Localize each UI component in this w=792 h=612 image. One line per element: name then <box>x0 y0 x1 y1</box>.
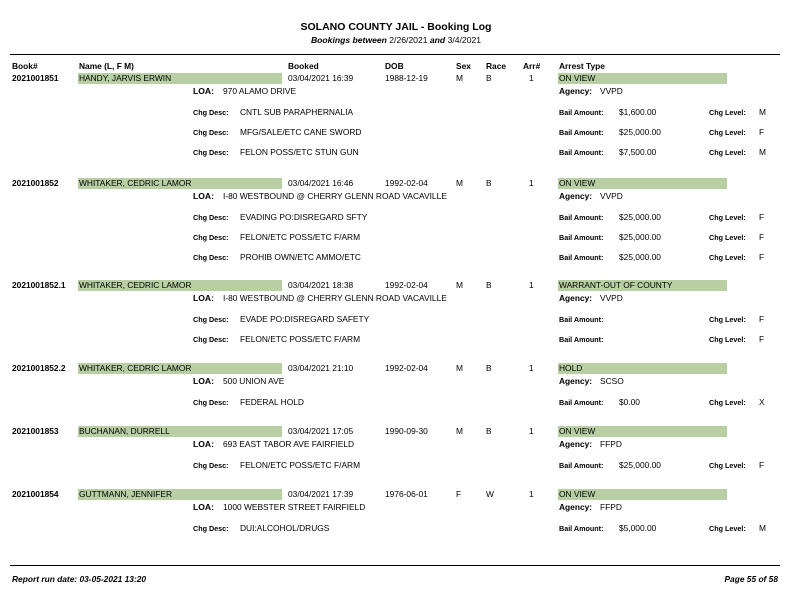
loa-label: LOA: <box>193 86 215 96</box>
agency-label: Agency: <box>559 502 593 512</box>
booked-datetime: 03/04/2021 16:39 <box>288 73 354 83</box>
chg-desc-label: Chg Desc: <box>193 524 229 533</box>
chg-desc-label: Chg Desc: <box>193 213 229 222</box>
charge-description: FEDERAL HOLD <box>240 397 304 407</box>
sex: F <box>456 489 462 499</box>
agency-value: FFPD <box>600 502 622 512</box>
loa-value: 970 ALAMO DRIVE <box>223 86 297 96</box>
chg-level-label: Chg Level: <box>709 524 746 533</box>
dob: 1988-12-19 <box>385 73 428 83</box>
charge-level: X <box>759 397 765 407</box>
loa-value: 500 UNION AVE <box>223 376 285 386</box>
date-from: 2/26/2021 <box>389 35 428 45</box>
arrest-number: 1 <box>529 363 534 373</box>
col-header-arr: Arr# <box>523 61 541 71</box>
charge-description: EVADING PO:DISREGARD SFTY <box>240 212 368 222</box>
loa-value: 1000 WEBSTER STREET FAIRFIELD <box>223 502 366 512</box>
race: B <box>486 363 492 373</box>
report-title: SOLANO COUNTY JAIL - Booking Log <box>300 21 492 33</box>
chg-level-label: Chg Level: <box>709 233 746 242</box>
arrest-number: 1 <box>529 489 534 499</box>
charge-description: EVADE PO:DISREGARD SAFETY <box>240 314 370 324</box>
loa-label: LOA: <box>193 376 215 386</box>
bail-amount-label: Bail Amount: <box>559 213 604 222</box>
book-number: 2021001854 <box>12 489 59 499</box>
chg-level-label: Chg Level: <box>709 148 746 157</box>
subtitle-and: and <box>429 35 446 45</box>
arrest-number: 1 <box>529 178 534 188</box>
sex: M <box>456 73 463 83</box>
sex: M <box>456 363 463 373</box>
charge-description: FELON POSS/ETC STUN GUN <box>240 147 359 157</box>
bail-amount: $1,600.00 <box>619 107 657 117</box>
bail-amount-label: Bail Amount: <box>559 398 604 407</box>
date-to: 3/4/2021 <box>447 35 482 45</box>
loa-label: LOA: <box>193 191 215 201</box>
charge-description: PROHIB OWN/ETC AMMO/ETC <box>240 252 361 262</box>
bail-amount: $25,000.00 <box>619 252 661 262</box>
chg-desc-label: Chg Desc: <box>193 315 229 324</box>
booked-datetime: 03/04/2021 17:05 <box>288 426 354 436</box>
header-rule <box>10 54 780 55</box>
col-header-book: Book# <box>12 61 38 71</box>
race: B <box>486 178 492 188</box>
agency-label: Agency: <box>559 376 593 386</box>
charge-level: F <box>759 314 765 324</box>
bail-amount: $25,000.00 <box>619 212 661 222</box>
chg-level-label: Chg Level: <box>709 315 746 324</box>
charge-level: F <box>759 212 765 222</box>
chg-level-label: Chg Level: <box>709 128 746 137</box>
charge-description: FELON/ETC POSS/ETC F/ARM <box>240 460 361 470</box>
chg-desc-label: Chg Desc: <box>193 253 229 262</box>
agency-label: Agency: <box>559 191 593 201</box>
inmate-name: WHITAKER, CEDRIC LAMOR <box>78 178 282 189</box>
book-number: 2021001853 <box>12 426 59 436</box>
col-header-arrest-type: Arrest Type <box>559 61 605 71</box>
sex: M <box>456 426 463 436</box>
bail-amount-label: Bail Amount: <box>559 335 604 344</box>
book-number: 2021001851 <box>12 73 59 83</box>
dob: 1992-02-04 <box>385 178 428 188</box>
arrest-type: ON VIEW <box>558 426 727 437</box>
bail-amount-label: Bail Amount: <box>559 461 604 470</box>
arrest-type: WARRANT-OUT OF COUNTY <box>558 280 727 291</box>
book-number: 2021001852 <box>12 178 59 188</box>
arrest-type: ON VIEW <box>558 73 727 84</box>
chg-desc-label: Chg Desc: <box>193 128 229 137</box>
subtitle-prefix: Bookings between <box>310 35 387 45</box>
charge-level: F <box>759 252 765 262</box>
charge-description: FELON/ETC POSS/ETC F/ARM <box>240 334 361 344</box>
dob: 1976-06-01 <box>385 489 428 499</box>
charge-description: DUI:ALCOHOL/DRUGS <box>240 523 330 533</box>
col-header-dob: DOB <box>385 61 404 71</box>
col-header-race: Race <box>486 61 507 71</box>
booked-datetime: 03/04/2021 18:38 <box>288 280 354 290</box>
arrest-number: 1 <box>529 426 534 436</box>
loa-value: 693 EAST TABOR AVE FAIRFIELD <box>223 439 355 449</box>
bail-amount: $25,000.00 <box>619 127 661 137</box>
chg-desc-label: Chg Desc: <box>193 148 229 157</box>
chg-desc-label: Chg Desc: <box>193 335 229 344</box>
arrest-number: 1 <box>529 73 534 83</box>
booked-datetime: 03/04/2021 16:46 <box>288 178 354 188</box>
charge-description: CNTL SUB PARAPHERNALIA <box>240 107 354 117</box>
inmate-name: GUTTMANN, JENNIFER <box>78 489 282 500</box>
sex: M <box>456 178 463 188</box>
loa-label: LOA: <box>193 293 215 303</box>
charge-level: M <box>759 523 766 533</box>
col-header-sex: Sex <box>456 61 471 71</box>
chg-level-label: Chg Level: <box>709 253 746 262</box>
dob: 1992-02-04 <box>385 280 428 290</box>
loa-value: I-80 WESTBOUND @ CHERRY GLENN ROAD VACAVILLE <box>223 191 447 201</box>
inmate-name: WHITAKER, CEDRIC LAMOR <box>78 280 282 291</box>
dob: 1990-09-30 <box>385 426 428 436</box>
inmate-name: WHITAKER, CEDRIC LAMOR <box>78 363 282 374</box>
bail-amount: $25,000.00 <box>619 460 661 470</box>
bail-amount-label: Bail Amount: <box>559 233 604 242</box>
race: B <box>486 426 492 436</box>
chg-level-label: Chg Level: <box>709 213 746 222</box>
sex: M <box>456 280 463 290</box>
book-number: 2021001852.1 <box>12 280 66 290</box>
bail-amount-label: Bail Amount: <box>559 148 604 157</box>
charge-description: FELON/ETC POSS/ETC F/ARM <box>240 232 361 242</box>
charge-level: M <box>759 107 766 117</box>
charge-description: MFG/SALE/ETC CANE SWORD <box>240 127 362 137</box>
agency-value: SCSO <box>600 376 624 386</box>
charge-level: F <box>759 127 765 137</box>
agency-value: VVPD <box>600 293 623 303</box>
col-header-name: Name (L, F M) <box>79 61 134 71</box>
chg-level-label: Chg Level: <box>709 335 746 344</box>
bail-amount-label: Bail Amount: <box>559 253 604 262</box>
bail-amount-label: Bail Amount: <box>559 108 604 117</box>
chg-level-label: Chg Level: <box>709 108 746 117</box>
inmate-name: HANDY, JARVIS ERWIN <box>78 73 282 84</box>
bail-amount: $7,500.00 <box>619 147 657 157</box>
race: W <box>486 489 494 499</box>
chg-desc-label: Chg Desc: <box>193 108 229 117</box>
bail-amount-label: Bail Amount: <box>559 524 604 533</box>
chg-level-label: Chg Level: <box>709 461 746 470</box>
arrest-number: 1 <box>529 280 534 290</box>
bail-amount-label: Bail Amount: <box>559 315 604 324</box>
loa-value: I-80 WESTBOUND @ CHERRY GLENN ROAD VACAVILLE <box>223 293 447 303</box>
charge-level: F <box>759 334 765 344</box>
charge-level: F <box>759 232 765 242</box>
booked-datetime: 03/04/2021 17:39 <box>288 489 354 499</box>
race: B <box>486 73 492 83</box>
chg-desc-label: Chg Desc: <box>193 233 229 242</box>
charge-level: F <box>759 460 765 470</box>
agency-label: Agency: <box>559 293 593 303</box>
chg-desc-label: Chg Desc: <box>193 398 229 407</box>
race: B <box>486 280 492 290</box>
bail-amount: $5,000.00 <box>619 523 657 533</box>
loa-label: LOA: <box>193 439 215 449</box>
chg-desc-label: Chg Desc: <box>193 461 229 470</box>
bail-amount-label: Bail Amount: <box>559 128 604 137</box>
arrest-type: ON VIEW <box>558 178 727 189</box>
report-subtitle <box>0 35 792 45</box>
arrest-type: ON VIEW <box>558 489 727 500</box>
loa-label: LOA: <box>193 502 215 512</box>
report-run-date: Report run date: 03-05-2021 13:20 <box>12 574 147 584</box>
agency-label: Agency: <box>559 86 593 96</box>
inmate-name: BUCHANAN, DURRELL <box>78 426 282 437</box>
footer-rule <box>10 565 780 566</box>
col-header-booked: Booked <box>288 61 319 71</box>
dob: 1992-02-04 <box>385 363 428 373</box>
agency-value: VVPD <box>600 86 623 96</box>
bail-amount: $0.00 <box>619 397 640 407</box>
agency-value: FFPD <box>600 439 622 449</box>
arrest-type: HOLD <box>558 363 727 374</box>
agency-value: VVPD <box>600 191 623 201</box>
agency-label: Agency: <box>559 439 593 449</box>
booked-datetime: 03/04/2021 21:10 <box>288 363 354 373</box>
charge-level: M <box>759 147 766 157</box>
chg-level-label: Chg Level: <box>709 398 746 407</box>
book-number: 2021001852.2 <box>12 363 66 373</box>
bail-amount: $25,000.00 <box>619 232 661 242</box>
page-number: Page 55 of 58 <box>724 574 778 584</box>
